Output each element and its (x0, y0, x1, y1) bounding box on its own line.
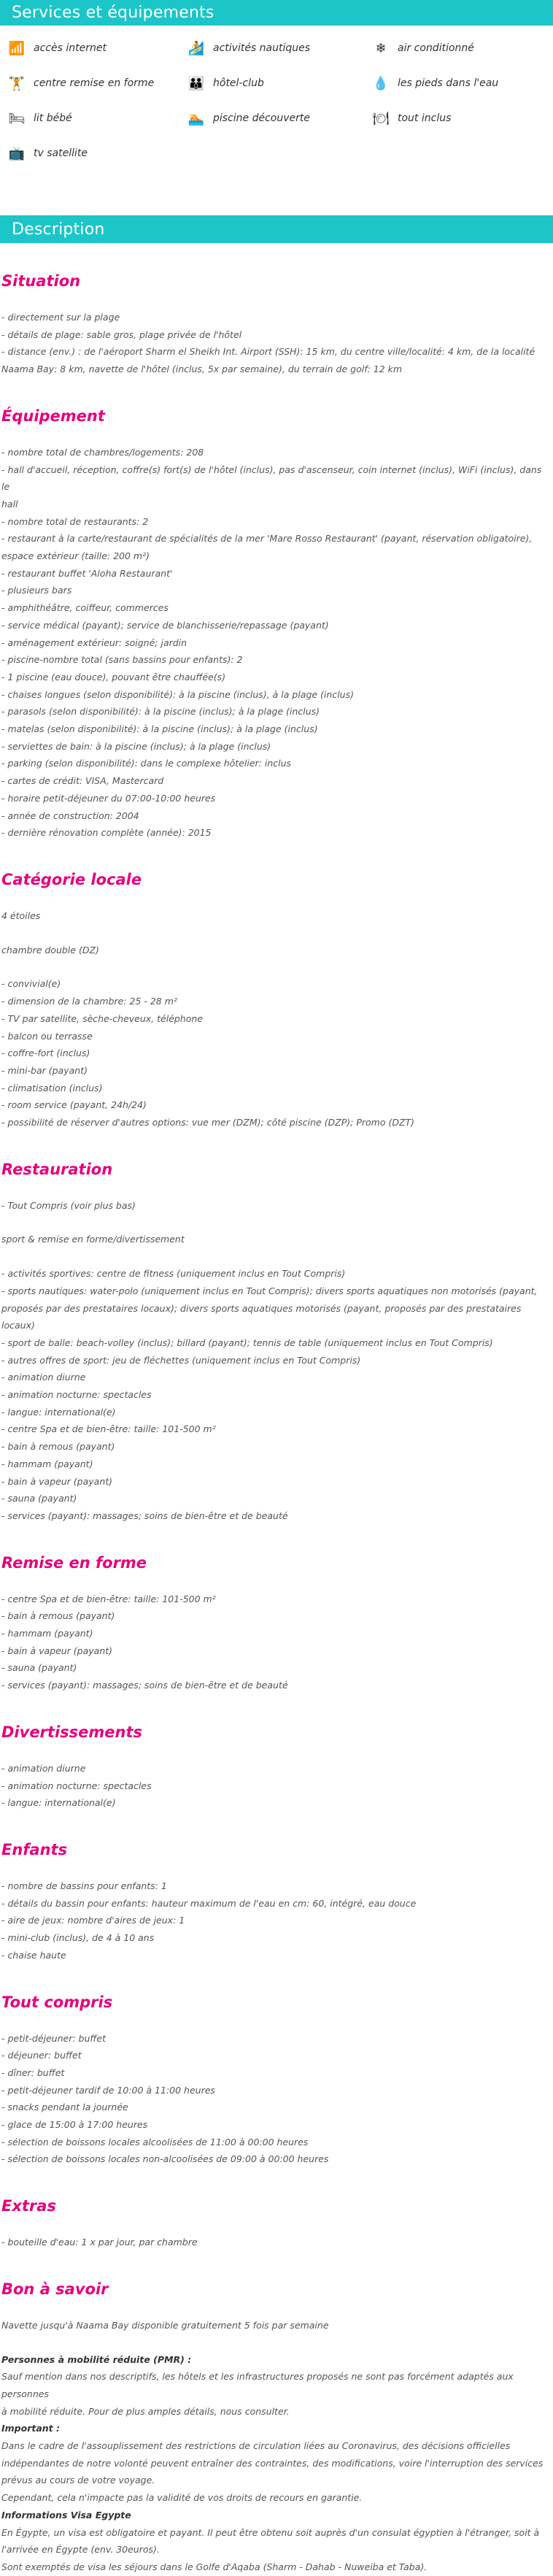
text-line: - hall d'accueil, réception, coffre(s) fort(s) de l'hôtel (inclus), pas d'ascenseur, coin internet (inclus), WiFi (inclus), dans le (1, 464, 542, 493)
text-line: - bain à vapeur (payant) (1, 1645, 113, 1656)
section-title: Tout compris (1, 1993, 113, 2011)
text-line: - bouteille d'eau: 1 x par jour, par chambre (1, 2237, 198, 2248)
text-line: - langue: international(e) (1, 1797, 116, 1809)
text-line: - autres offres de sport: jeu de fléchettes (uniquement inclus en Tout Compris) (1, 1354, 361, 1366)
text-line: - sports nautiques: water-polo (uniquement inclus en Tout Compris); divers sports aquatiques non motorisés (payant, (1, 1285, 538, 1296)
text-line: - restaurant à la carte/restaurant de spécialités de la mer 'Mare Rosso Restaurant' (payant, réservation obligatoire), (1, 533, 533, 545)
blank-line (1, 1214, 552, 1231)
service-label: hôtel-club (213, 77, 264, 89)
text-line: - Tout Compris (voir plus bas) (1, 1199, 136, 1211)
text-line: - centre Spa et de bien-être: taille: 101-500 m² (1, 1593, 216, 1604)
service-label: les pieds dans l'eau (398, 77, 499, 89)
text-line: - nombre de bassins pour enfants: 1 (1, 1880, 167, 1891)
text-line: - bain à remous (payant) (1, 1610, 115, 1622)
text-line: - parking (selon disponibilité): dans le complexe hôtelier: inclus (1, 758, 292, 769)
services-header: Services et équipements (12, 4, 214, 22)
text-line: - centre Spa et de bien-être: taille: 101-500 m² (1, 1423, 216, 1435)
service-item (0, 72, 179, 94)
text-line: - distance (env.) : de l'aéroport Sharm el Sheikh Int. Airport (SSH): 15 km, du centre ville/localité: 4 km, de la localité (1, 346, 535, 358)
text-line: - 1 piscine (eau douce), pouvant être chauffée(s) (1, 671, 226, 683)
fitness-icon: 🏋 (8, 75, 26, 91)
service-label: air conditionné (398, 42, 474, 54)
text-line: Navette jusqu'à Naama Bay disponible gratuitement 5 fois par semaine (1, 2319, 329, 2331)
service-item (179, 72, 364, 94)
text-line: - dimension de la chambre: 25 - 28 m² (1, 996, 177, 1007)
note-line: l'arrivée en Égypte (env. 30euros). (1, 2544, 160, 2556)
services-grid (0, 26, 553, 164)
service-item (179, 37, 364, 59)
section-title: Situation (1, 272, 81, 290)
section-title: Restauration (1, 1160, 113, 1178)
services-band (0, 0, 553, 26)
text-line: - coffre-fort (inclus) (1, 1047, 90, 1059)
text-line: - service médical (payant); service de blanchisserie/repassage (payant) (1, 619, 329, 631)
snowflake-icon: ❄ (375, 40, 387, 56)
service-item (364, 72, 553, 94)
section-title: Bon à savoir (1, 2280, 109, 2298)
text-line: - aménagement extérieur: soigné; jardin (1, 637, 187, 648)
section-title: Divertissements (1, 1723, 143, 1741)
text-line: - directement sur la plage (1, 312, 120, 323)
text-line: - détails du bassin pour enfants: hauteur maximum de l'eau en cm: 60, intégré, eau douce (1, 1897, 417, 1909)
text-line: Naama Bay: 8 km, navette de l'hôtel (inclus, 5x par semaine), du terrain de golf: 12 km (1, 364, 403, 375)
water-sports-icon: 🏄 (187, 40, 205, 56)
text-line: - TV par satellite, sèche-cheveux, téléphone (1, 1012, 203, 1024)
baby-bed-icon: 🛏 (8, 110, 26, 126)
text-line: - services (payant): massages; soins de bien-être et de beauté (1, 1680, 288, 1691)
service-item (179, 107, 364, 129)
text-line: - dernière rénovation complète (année): 2015 (1, 827, 212, 839)
service-label: accès internet (34, 42, 107, 54)
text-line: - restaurant buffet 'Aloha Restaurant' (1, 567, 173, 579)
service-item (0, 37, 179, 59)
service-item (0, 142, 179, 164)
text-line: - services (payant): massages; soins de bien-être et de beauté (1, 1510, 288, 1521)
text-line: - sauna (payant) (1, 1493, 77, 1504)
description-content (0, 272, 553, 2334)
text-line: - horaire petit-déjeuner du 07:00-10:00 heures (1, 792, 216, 804)
text-line: - parasols (selon disponibilité): à la piscine (inclus); à la plage (inclus) (1, 706, 320, 718)
blank-line (1, 1248, 552, 1265)
text-line: hall (1, 498, 18, 510)
text-line: - nombre total de restaurants: 2 (1, 515, 149, 527)
text-line: - nombre total de chambres/logements: 208 (1, 446, 204, 458)
note-line: à mobilité réduite. Pour de plus amples détails, nous consulter. (1, 2405, 290, 2417)
note-title: Informations Visa Egypte (1, 2509, 131, 2521)
text-line: - mini-bar (payant) (1, 1064, 88, 1076)
note-line: En Égypte, un visa est obligatoire et payant. Il peut être obtenu soit auprès d'un consulat égyptien à l'étranger, soit à (1, 2526, 540, 2538)
note-line: Cependant, cela n'impacte pas la validité de vos droits de recours en garantie. (1, 2492, 363, 2504)
text-line: - room service (payant, 24h/24) (1, 1099, 147, 1111)
note-title: Personnes à mobilité réduite (PMR) : (1, 2353, 192, 2365)
text-line: - amphithéâtre, coiffeur, commerces (1, 602, 169, 614)
beach-icon: 💧 (372, 75, 390, 91)
text-line: - snacks pendant la journée (1, 2102, 128, 2113)
note-line: Dans le cadre de l'assouplissement des restrictions de circulation liées au Coronavirus, des décisions officielles (1, 2440, 511, 2452)
text-line: - langue: international(e) (1, 1406, 116, 1418)
text-line: - animation diurne (1, 1372, 86, 1383)
text-line: proposés par des prestataires locaux); divers sports aquatiques motorisés (payant, proposés par des prestataires locaux) (1, 1302, 522, 1331)
text-line: - glace de 15:00 à 17:00 heures (1, 2119, 148, 2131)
service-label: tv satellite (34, 147, 88, 159)
text-line: - plusieurs bars (1, 585, 72, 596)
text-line: - activités sportives: centre de fitness (uniquement inclus en Tout Compris) (1, 1268, 346, 1280)
text-line: - petit-déjeuner tardif de 10:00 à 11:00 heures (1, 2084, 215, 2096)
text-line: - matelas (selon disponibilité): à la piscine (inclus); à la plage (inclus) (1, 723, 318, 735)
service-label: tout inclus (398, 112, 452, 124)
text-line: - chaises longues (selon disponibilité): à la piscine (inclus), à la plage (inclus) (1, 688, 354, 700)
description-header: Description (12, 220, 105, 239)
text-line: - sauna (payant) (1, 1662, 77, 1674)
text-line: - chaise haute (1, 1949, 66, 1961)
text-line: - détails de plage: sable gros, plage privée de l'hôtel (1, 328, 242, 340)
text-line: - climatisation (inclus) (1, 1082, 103, 1093)
text-line: - hammam (payant) (1, 1458, 93, 1469)
wifi-icon: 📶 (8, 40, 26, 56)
text-line: - bain à vapeur (payant) (1, 1475, 113, 1487)
service-label: lit bébé (34, 112, 72, 124)
note-line: Sont exemptés de visa les séjours dans le Golfe d'Aqaba (Sharm - Dahab - Nuweiba et Taba). (1, 2561, 428, 2572)
section-title: Équipement (1, 407, 105, 425)
service-label: centre remise en forme (34, 77, 155, 89)
text-line: chambre double (DZ) (1, 944, 99, 956)
text-line: - aire de jeux: nombre d'aires de jeux: 1 (1, 1915, 185, 1926)
text-line: - animation diurne (1, 1762, 86, 1774)
text-line: - sport de balle: beach-volley (inclus); billard (payant); tennis de table (uniquement inclus en Tout Compris) (1, 1337, 493, 1348)
section-title: Remise en forme (1, 1553, 147, 1572)
note-title: Important : (1, 2423, 61, 2434)
note-line: Sauf mention dans nos descriptifs, les hôtels et les infrastructures proposés ne sont pas forcément adaptés aux personnes (1, 2371, 514, 2399)
text-line: - bain à remous (payant) (1, 1441, 115, 1453)
text-line: - hammam (payant) (1, 1628, 93, 1639)
all-inclusive-icon: 🍽 (372, 110, 390, 126)
service-label: piscine découverte (213, 112, 310, 124)
tv-icon: 📺 (8, 145, 26, 161)
pool-icon: 🏊 (187, 110, 205, 126)
service-item (364, 37, 553, 59)
text-line: - mini-club (inclus), de 4 à 10 ans (1, 1932, 155, 1944)
text-line: - cartes de crédit: VISA, Mastercard (1, 775, 164, 787)
text-line: - piscine-nombre total (sans bassins pour enfants): 2 (1, 654, 243, 666)
service-item (364, 107, 553, 129)
text-line: sport & remise en forme/divertissement (1, 1234, 185, 1245)
text-line: - possibilité de réserver d'autres options: vue mer (DZM); côté piscine (DZP); Promo (DZT) (1, 1117, 415, 1129)
note-line: indépendantes de notre volonté peuvent entraîner des contraintes, des modifications, voire l'interruption des services (1, 2457, 544, 2469)
text-line: - convivial(e) (1, 978, 61, 990)
text-line: espace extérieur (taille: 200 m²) (1, 550, 150, 562)
service-label: activités nautiques (213, 42, 311, 54)
section-title: Catégorie locale (1, 870, 142, 888)
text-line: - serviettes de bain: à la piscine (inclus); à la plage (inclus) (1, 740, 271, 752)
text-line: - année de construction: 2004 (1, 810, 139, 821)
text-line: - petit-déjeuner: buffet (1, 2032, 107, 2044)
text-line: - balcon ou terrasse (1, 1030, 93, 1042)
blank-line (1, 925, 552, 942)
service-item (0, 107, 179, 129)
text-line: - animation nocturne: spectacles (1, 1389, 152, 1401)
footer-notes (0, 2351, 553, 2576)
text-line: 4 étoiles (1, 910, 41, 921)
text-line: - déjeuner: buffet (1, 2050, 82, 2061)
text-line: - dîner: buffet (1, 2066, 65, 2078)
blank-line (1, 958, 552, 975)
section-title: Extras (1, 2197, 56, 2215)
note-line: prévus au cours de votre voyage. (1, 2475, 155, 2486)
kids-club-icon: 👪 (187, 75, 205, 91)
description-band (0, 215, 553, 243)
section-title: Enfants (1, 1841, 68, 1858)
text-line: - animation nocturne: spectacles (1, 1780, 152, 1791)
text-line: - sélection de boissons locales non-alcoolisées de 09:00 à 00:00 heures (1, 2153, 329, 2165)
text-line: - sélection de boissons locales alcoolisées de 11:00 à 00:00 heures (1, 2136, 309, 2148)
